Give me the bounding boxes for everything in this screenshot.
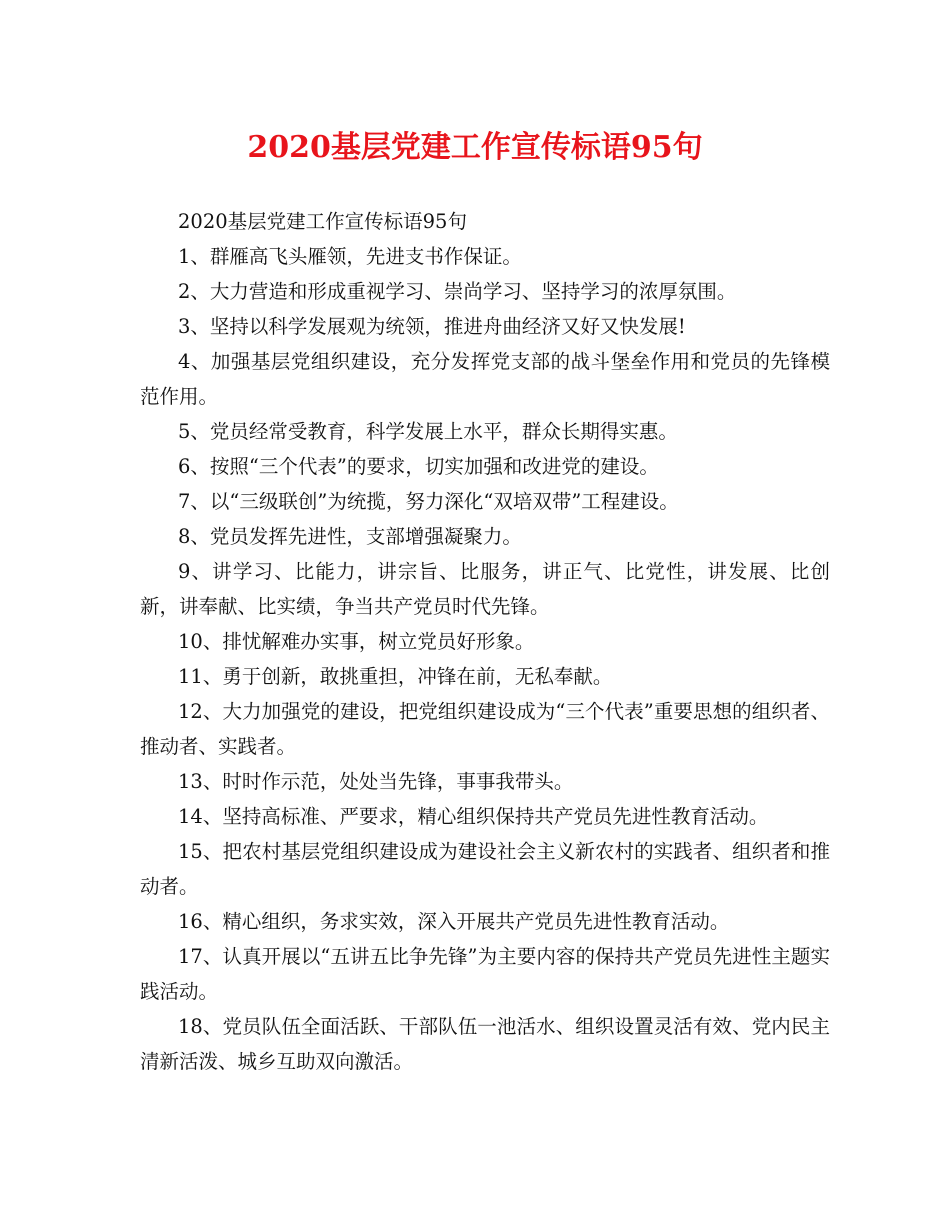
slogan-item-1: 1、群雁高飞头雁领，先进支书作保证。: [178, 245, 522, 268]
slogan-item-7: 7、以“三级联创”为统揽，努力深化“双培双带”工程建设。: [178, 490, 679, 513]
slogan-item-3: 3、坚持以科学发展观为统领，推进舟曲经济又好又快发展!: [178, 315, 686, 338]
slogan-item-18: 18、党员队伍全面活跃、干部队伍一池活水、组织设置灵活有效、党内民主清新活泼、城乡互助双向激活。: [140, 1015, 830, 1073]
document-body: [140, 204, 830, 1079]
slogan-item-17: 17、认真开展以“五讲五比争先锋”为主要内容的保持共产党员先进性主题实践活动。: [140, 945, 830, 1003]
slogan-item-4: 4、加强基层党组织建设，充分发挥党支部的战斗堡垒作用和党员的先锋模范作用。: [140, 350, 830, 408]
intro-paragraph: 2020基层党建工作宣传标语95句: [178, 210, 467, 233]
slogan-item-2: 2、大力营造和形成重视学习、崇尚学习、坚持学习的浓厚氛围。: [178, 280, 737, 303]
slogan-item-10: 10、排忧解难办实事，树立党员好形象。: [178, 630, 535, 653]
slogan-item-12: 12、大力加强党的建设，把党组织建设成为“三个代表”重要思想的组织者、推动者、实践者。: [140, 700, 830, 758]
slogan-item-6: 6、按照“三个代表”的要求，切实加强和改进党的建设。: [178, 455, 659, 478]
slogan-item-8: 8、党员发挥先进性，支部增强凝聚力。: [178, 525, 522, 548]
slogan-item-16: 16、精心组织，务求实效，深入开展共产党员先进性教育活动。: [178, 910, 730, 933]
slogan-item-14: 14、坚持高标准、严要求，精心组织保持共产党员先进性教育活动。: [178, 805, 769, 828]
slogan-item-15: 15、把农村基层党组织建设成为建设社会主义新农村的实践者、组织者和推动者。: [140, 840, 830, 898]
slogan-item-9: 9、讲学习、比能力，讲宗旨、比服务，讲正气、比党性，讲发展、比创新，讲奉献、比实绩，争当共产党员时代先锋。: [140, 560, 830, 618]
slogan-item-5: 5、党员经常受教育，科学发展上水平，群众长期得实惠。: [178, 420, 678, 443]
document-title: 2020基层党建工作宣传标语95句: [247, 130, 703, 165]
slogan-item-13: 13、时时作示范，处处当先锋，事事我带头。: [178, 770, 574, 793]
slogan-item-11: 11、勇于创新，敢挑重担，冲锋在前，无私奉献。: [178, 665, 613, 688]
